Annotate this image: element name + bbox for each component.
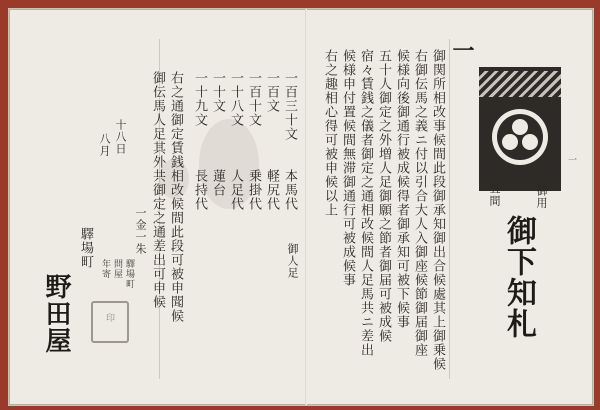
fee-item: 一十九文 <box>192 71 207 127</box>
fee-item: 一百三十文 <box>282 71 297 141</box>
document-sheet <box>8 8 594 406</box>
document-date: 十八日 <box>114 119 127 155</box>
document-month: 八月 <box>98 133 111 157</box>
side-mark: 一 <box>566 155 576 165</box>
body-line: 候様申付置候間無滞御通行可被成候事 <box>340 49 355 287</box>
signature-line: 驛場町 <box>124 259 134 289</box>
sum-label: 一金一朱 <box>134 207 147 255</box>
body-line: 右之趣相心得可被申候以上 <box>322 49 337 217</box>
page-title: 御下知札 <box>501 215 536 339</box>
fold-line <box>449 39 450 379</box>
note-line: 右之通御定賃銭相改候間此段可被申聞候 <box>168 71 183 323</box>
seal-text: 印 <box>104 313 114 323</box>
fee-item: 一百十文 <box>246 71 261 127</box>
seal-stamp <box>91 301 129 343</box>
body-line: 候様向後御通行被成候得者御承知可被下候事 <box>394 49 409 329</box>
signature-line: 問屋 <box>112 259 122 279</box>
block-header: 御人足 <box>286 243 299 279</box>
signer-name: 野田屋 <box>41 273 71 354</box>
fee-item: 一十八文 <box>228 71 243 127</box>
fee-label: 軽尻代 <box>264 169 279 211</box>
fee-label: 蓮台 <box>210 169 225 197</box>
fee-item: 一百文 <box>264 71 279 113</box>
note-line: 御伝馬人足其外共御定之通差出可申候 <box>150 71 165 309</box>
fee-label: 本馬代 <box>282 169 297 211</box>
family-crest <box>479 67 561 191</box>
center-fold <box>305 9 307 405</box>
fee-label: 長持代 <box>192 169 207 211</box>
signature-line: 年寄 <box>100 259 110 279</box>
fee-label: 乗掛代 <box>246 169 261 211</box>
crest-circle <box>492 109 548 165</box>
body-line: 五十人御定之外増人足御願之節者御届可被成候 <box>376 49 391 343</box>
signature-line: 驛場町 <box>78 227 93 269</box>
list-marker: 一 <box>449 39 475 62</box>
body-line: 宿々賃銭之儀者御定之通相改候間人足馬共ニ差出 <box>358 49 373 357</box>
side-note: 御用 <box>535 185 548 209</box>
body-line: 御関所相改事候間此段御承知御出合候處其上御乗候 <box>430 49 445 371</box>
fee-label: 人足代 <box>228 169 243 211</box>
side-note: 五間 <box>488 183 501 207</box>
fee-item: 一十文 <box>210 71 225 113</box>
crest-pattern <box>479 71 561 97</box>
body-line: 右御伝馬之義ニ付以引合大人入御座候節御届御座 <box>412 49 427 357</box>
